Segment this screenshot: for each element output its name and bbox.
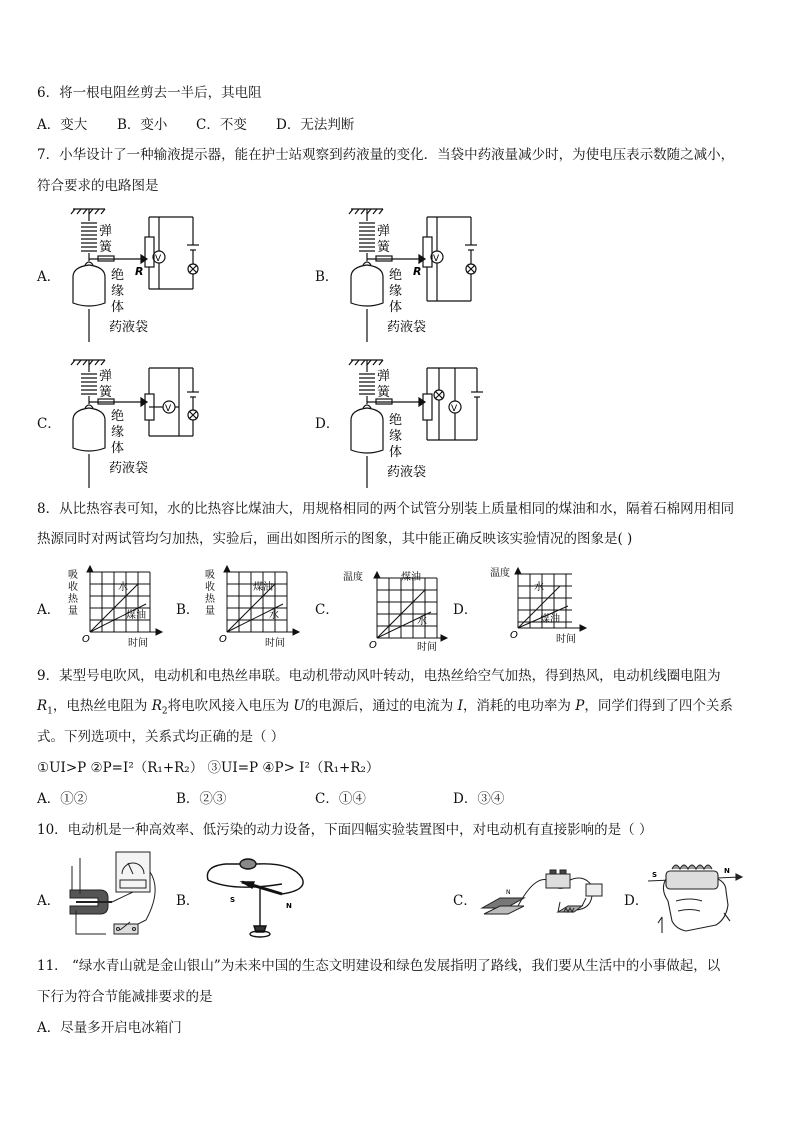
q6-option-d: D．无法判断 (276, 117, 355, 133)
spring-label-2: 簧 (377, 240, 391, 255)
q10-label-b: B． (176, 893, 200, 909)
insulator-label-3: 体 (111, 300, 125, 315)
y-label-4: 量 (205, 606, 215, 617)
lower-line-label: 煤油 (540, 614, 560, 625)
q10-apparatus-a (66, 850, 166, 945)
x-label: 时间 (417, 642, 437, 653)
spring-label-1: 弹 (377, 369, 391, 384)
q6-option-b: B．变小 (117, 117, 168, 133)
q11-line1: 11． “绿水青山就是金山银山”为未来中国的生态文明建设和绿色发展指明了路线，我们要从生活中的小事做起，以 (37, 958, 721, 974)
q9-line1: 9．某型号电吹风，电动机和电热丝串联。电动机带动风叶转动，电热丝给空气加热，得到热风，电动机线圈电阻为 (37, 668, 721, 684)
q10-label-a: A． (37, 893, 61, 909)
q8-label-b: B． (176, 602, 200, 618)
solenoid-n-label: N (724, 867, 730, 875)
origin-label: O (82, 634, 90, 645)
y-label-3: 热 (68, 594, 78, 605)
q7-label-a: A． (37, 269, 61, 285)
upper-line-label: 煤油 (253, 582, 273, 593)
spring-label-1: 弹 (377, 224, 391, 239)
resistor-label: R (135, 265, 144, 278)
q10-stem: 10．电动机是一种高效率、低污染的动力设备，下面四幅实验装置图中，对电动机有直接影响的是（ ） (37, 822, 653, 838)
origin-label: O (369, 640, 377, 651)
upper-line-label: 水 (118, 582, 128, 593)
lower-line-label: 水 (417, 616, 427, 627)
voltmeter-label: V (165, 404, 172, 414)
upper-line-label: 煤油 (401, 572, 421, 583)
lower-line-label: 煤油 (126, 610, 146, 621)
resistor-label: R (413, 265, 422, 278)
upper-line-label: 水 (534, 582, 544, 593)
y-label-2: 收 (205, 582, 215, 593)
q9-option-c: C．①④ (315, 791, 366, 807)
q9-option-a: A．①② (37, 791, 88, 807)
y-label-2: 收 (68, 582, 78, 593)
voltmeter-label: V (155, 254, 162, 264)
insulator-label-2: 缘 (389, 284, 403, 299)
spring-label-2: 簧 (99, 240, 113, 255)
insulator-label-1: 绝 (389, 268, 403, 283)
q9-formulas: ①UI>P ②P=I²（R₁+R₂） ③UI=P ④P> I²（R₁+R₂） (37, 760, 380, 776)
q8-graph-a (66, 566, 176, 650)
x-label: 时间 (265, 638, 285, 649)
y-label-1: 温度 (490, 568, 510, 579)
spring-label-2: 簧 (377, 385, 391, 400)
q11-line2: 下行为符合节能减排要求的是 (37, 989, 213, 1005)
bag-label: 药液袋 (109, 320, 149, 335)
voltmeter-label: V (451, 404, 458, 414)
y-label-3: 热 (205, 594, 215, 605)
q11-option-a: A．尽量多开启电冰箱门 (37, 1020, 182, 1036)
q10-label-d: D． (624, 893, 649, 909)
q8-label-c: C． (315, 602, 339, 618)
q7-circuit-a (65, 207, 205, 347)
insulator-label-3: 体 (111, 441, 125, 456)
insulator-label-2: 缘 (389, 429, 403, 444)
q7-circuit-d (343, 358, 483, 498)
q9-option-d: D．③④ (453, 791, 505, 807)
insulator-label-3: 体 (389, 300, 403, 315)
q7-label-b: B． (315, 269, 339, 285)
solenoid-s-label: S (652, 871, 658, 879)
q10-apparatus-d (648, 857, 742, 935)
q7-label-d: D． (315, 416, 340, 432)
y-label-1: 吸 (68, 570, 78, 581)
q8-stem-line1: 8．从比热容表可知，水的比热容比煤油大，用规格相同的两个试管分别装上质量相同的煤油和水，隔着石棉网用相同 (37, 501, 735, 517)
q9-line3: 式。下列选项中，关系式均正确的是（ ） (37, 729, 285, 745)
spring-label-1: 弹 (99, 224, 113, 239)
q7-circuit-c (65, 358, 205, 498)
insulator-label-1: 绝 (389, 413, 403, 428)
q8-label-a: A． (37, 602, 61, 618)
q6-stem: 6．将一根电阻丝剪去一半后，其电阻 (37, 85, 262, 101)
q7-stem-line2: 符合要求的电路图是 (37, 178, 159, 194)
q9-option-b: B．②③ (176, 791, 227, 807)
origin-label: O (510, 630, 518, 641)
spring-label-2: 簧 (99, 385, 113, 400)
q10-label-c: C． (453, 893, 477, 909)
q7-stem-line1: 7．小华设计了一种输液提示器，能在护士站观察到药液量的变化．当袋中药液量减少时，为使电压表示数随之减小， (37, 147, 735, 163)
x-label: 时间 (556, 634, 576, 645)
x-label: 时间 (128, 638, 148, 649)
origin-label: O (219, 634, 227, 645)
insulator-label-1: 绝 (111, 409, 125, 424)
q8-label-d: D． (453, 602, 478, 618)
compass-s-label: S (230, 896, 236, 904)
compass-n-label: N (286, 902, 292, 910)
bag-label: 药液袋 (387, 465, 427, 480)
q7-label-c: C． (37, 416, 61, 432)
q8-stem-line2: 热源同时对两试管均匀加热，实验后，画出如图所示的图象，其中能正确反映该实验情况的图象是( ) (37, 531, 633, 547)
q8-graph-c (343, 566, 453, 653)
y-label-1: 温度 (343, 572, 363, 583)
insulator-label-1: 绝 (111, 268, 125, 283)
pole-n-label: N (506, 889, 511, 896)
q9-line2: $R_1$，电热丝电阻为 $R_2$将电吹风接入电压为 U的电源后，通过的电流为 I，消耗的电功率为 P，同学们得到了四个关系 (37, 698, 733, 717)
insulator-label-3: 体 (389, 445, 403, 460)
spring-label-1: 弹 (99, 369, 113, 384)
bag-label: 药液袋 (387, 320, 427, 335)
insulator-label-2: 缘 (111, 425, 125, 440)
q8-graph-d (490, 566, 600, 650)
q10-apparatus-b (202, 852, 322, 942)
bag-label: 药液袋 (109, 461, 149, 476)
q7-circuit-b (343, 207, 483, 347)
insulator-label-2: 缘 (111, 284, 125, 299)
y-label-4: 量 (68, 606, 78, 617)
y-label-1: 吸 (205, 570, 215, 581)
q10-apparatus-c (478, 866, 618, 926)
q6-option-a: A．变大 (37, 117, 88, 133)
lower-line-label: 水 (269, 610, 279, 621)
q8-graph-b (203, 566, 313, 650)
voltmeter-label: V (433, 254, 440, 264)
q6-option-c: C．不变 (196, 117, 247, 133)
